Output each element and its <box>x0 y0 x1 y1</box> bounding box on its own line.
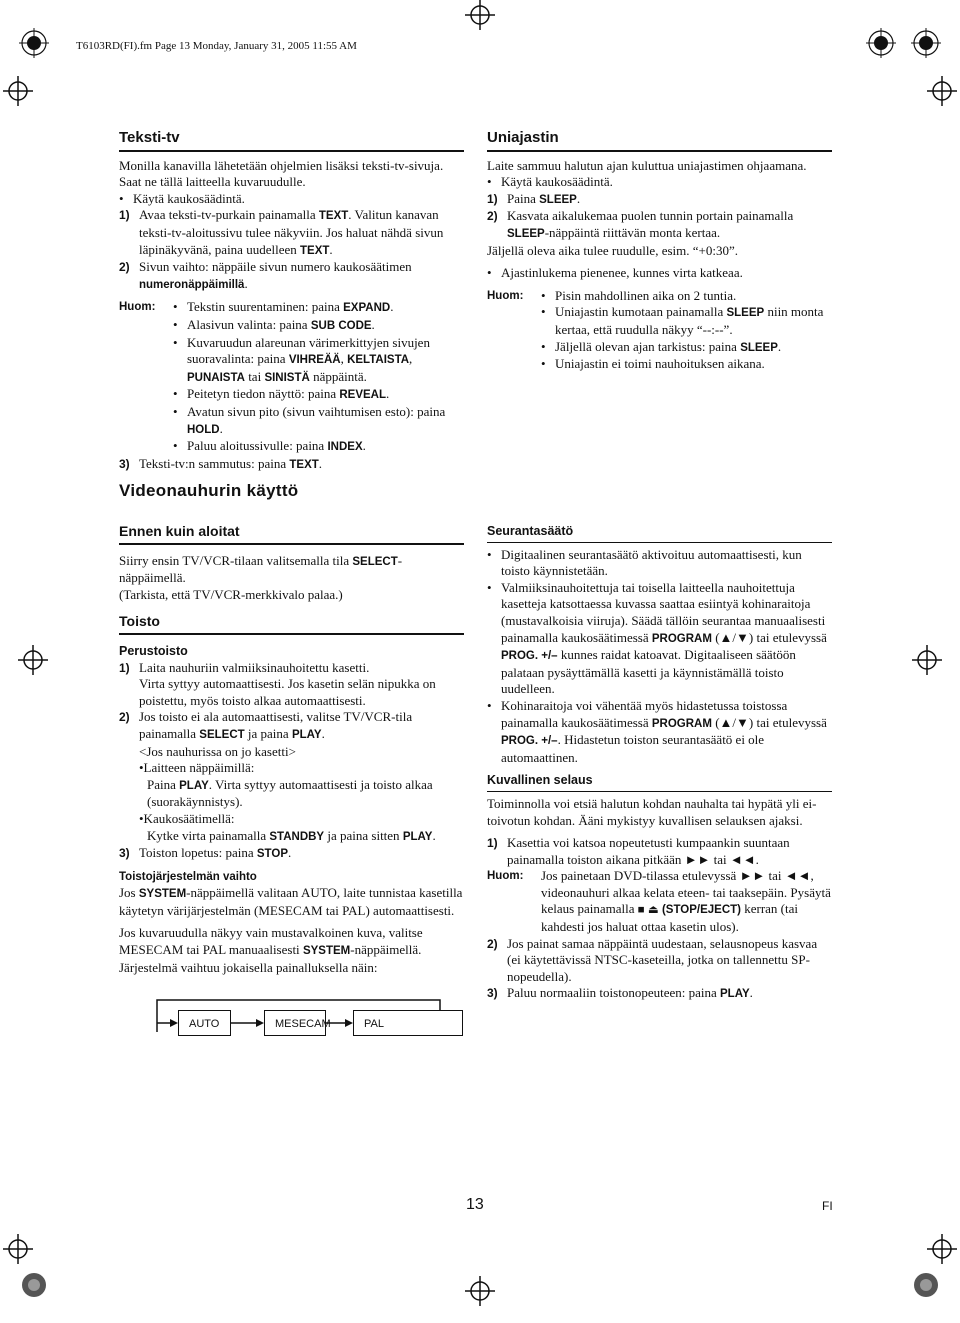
toisto-step-3: 3) Toiston lopetus: paina STOP. <box>119 845 292 861</box>
page-number: 13 <box>466 1196 484 1213</box>
uniajastin-intro: Laite sammuu halutun ajan kuluttua uniajastimen ohjaamana. <box>487 157 807 173</box>
toisto-step-2: 2) Jos toisto ei ala automaattisesti, valitse TV/VCR-tila painamalla SELECT ja paina PLAY. <box>119 709 413 741</box>
teksti-tv-step-2: 2) Sivun vaihto: näppäile sivun numero kaukosäätimen numeronäppäimillä. <box>119 259 412 291</box>
uniajastin-step-2: 2) Kasvata aikalukemaa puolen tunnin portain painamalla SLEEP-näppäintä riittävän monta kertaa. <box>487 208 794 240</box>
teksti-tv-step-3: 3) Teksti-tv:n sammutus: paina TEXT. <box>119 455 323 471</box>
perustoisto-title: Perustoisto <box>119 643 188 658</box>
teksti-tv-bullet: • Käytä kaukosäädintä. <box>119 191 464 208</box>
crosshair-icon <box>465 1276 495 1306</box>
toisto-line: Paina PLAY. Virta syttyy automaattisesti ja toisto alkaa (suorakäynnistys). <box>147 776 433 810</box>
seuranta-bullet: • Valmiiksinauhoitettuja tai toisella laitteella nauhoitettuja kasetteja katsottaessa kuvassa saattaa esiintyä kohinaraitoja (mustavalkoisia viiruja). Säädä tällöin seurantaa manuaalisesti painamalla kaukosäätimessä PROGRAM (▲/▼) tai etulevyssä PROG. +/– kunnes raidat katoavat. Digitaaliseen säätöön palataan pysäyttämällä kasetti ja käynnistämällä toisto uudelleen. <box>487 580 832 698</box>
uniajastin-remaining: Jäljellä oleva aika tulee ruudulle, esim. “+0:30”. <box>487 242 738 258</box>
uniajastin-title: Uniajastin <box>487 130 832 152</box>
uniajastin-bullet: • Käytä kaukosäädintä. <box>487 174 832 191</box>
system-auto-box: AUTO <box>178 1010 231 1036</box>
language-code: FI <box>822 1199 833 1213</box>
registration-mark-icon <box>19 1270 49 1300</box>
crosshair-icon <box>912 645 942 675</box>
uniajastin-section <box>487 130 832 373</box>
toisto-title: Toisto <box>119 613 464 635</box>
seuranta-bullet: • Digitaalinen seurantasäätö aktivoituu automaattisesti, kun toisto käynnistetään. <box>487 547 832 580</box>
file-header: T6103RD(FI).fm Page 13 Monday, January 31, 2005 11:55 AM <box>76 40 357 52</box>
toisto-step-1-detail: Virta syttyy automaattisesti. Jos kasetin selän nipukka on poistettu, myös toisto alkaa automaattisesti. <box>139 676 436 708</box>
vcr-left-column <box>119 523 464 976</box>
system-text-2: Jos kuvaruudulla näkyy vain mustavalkoinen kuva, valitse MESECAM tai PAL manuaalisesti SYSTEM-näppäimellä. Järjestelmä vaihtuu jokaisella painalluksella näin: <box>119 925 423 975</box>
toisto-line: Kytke virta painamalla STANDBY ja paina sitten PLAY. <box>147 827 436 843</box>
system-pal-box: PAL <box>353 1010 463 1036</box>
kelaus-intro: Toiminnolla voi etsiä halutun kohdan nauhalta tai hypätä yli ei-toivotun kohdan. Ääni mykistyy kuvallisen selauksen ajaksi. <box>487 795 817 828</box>
kelaus-step-3: 3) Paluu normaaliin toistonopeuteen: paina PLAY. <box>487 985 753 1001</box>
seuranta-title: Seurantasäätö <box>487 523 832 543</box>
crosshair-icon <box>927 76 957 106</box>
toisto-step-1: 1) Laita nauhuriin valmiiksinauhoitettu kasetti. <box>119 659 370 675</box>
crosshair-icon <box>18 645 48 675</box>
toisto-line: •Laitteen näppäimillä: <box>139 760 255 776</box>
system-mesecam-box: MESECAM <box>264 1010 326 1036</box>
teksti-tv-step-1: 1) Avaa teksti-tv-purkain painamalla TEXT. Valitun kanavan teksti-tv-aloitussivu tulee näkyviin. Jos haluat nähdä sivun läpinäkyvänä, paina uudelleen TEXT. <box>119 207 444 257</box>
uniajastin-notes: Huom: • Pisin mahdollinen aika on 2 tuntia. • Uniajastin kumotaan painamalla SLEEP niin monta kertaa, että ruudulla näkyy “--:--”. • Jäljellä olevan ajan tarkistus: paina SLEEP. • Uniajastin ei toimi nauhoituksen aikana. <box>487 288 832 373</box>
crosshair-icon <box>465 0 495 30</box>
registration-mark-icon <box>866 28 896 58</box>
kelaus-note: Huom: Jos painetaan DVD-tilassa etulevyssä ►► tai ◄◄, videonauhuri alkaa kelata eteen- tai taaksepäin. Pysäytä kelaus painamalla ■ ⏏ (STOP/EJECT) kerran (tai kahdesti jos haluat ottaa kasetin ulos). <box>487 868 831 935</box>
teksti-tv-intro-1: Monilla kanavilla lähetetään ohjelmien lisäksi teksti-tv-sivuja. <box>119 157 444 173</box>
crosshair-icon <box>3 76 33 106</box>
ennen-text: Siirry ensin TV/VCR-tilaan valitsemalla tila SELECT-näppäimellä. <box>119 552 403 586</box>
crosshair-icon <box>927 1234 957 1264</box>
vcr-right-column <box>487 523 832 1003</box>
teksti-tv-title: Teksti-tv <box>119 130 464 152</box>
uniajastin-step-1: 1) Paina SLEEP. <box>487 190 581 206</box>
teksti-tv-section <box>119 130 464 473</box>
kelaus-step-2: 2) Jos painat samaa näppäintä uudestaan, selausnopeus kasvaa (ei käytettävissä NTSC-kaseteilla, jotka on tallennettu SP-nopeudella). <box>487 935 818 984</box>
teksti-tv-notes: Huom: • Tekstin suurentaminen: paina EXPAND. • Alasivun valinta: paina SUB CODE. • Kuvaruudun alareunan värimerkittyjen sivujen suoravalinta: paina VIHREÄÄ, KELTAISTA, PUNAISTA tai SINISTÄ näppäintä. • Peitetyn tiedon näyttö: paina REVEAL. • Avatun sivun pito (sivun vaihtumisen esto): paina HOLD. • Paluu aloitussivulle: paina INDEX. <box>119 299 464 455</box>
toisto-line: <Jos nauhurissa on jo kasetti> <box>139 743 296 759</box>
system-text-1: Jos SYSTEM-näppäimellä valitaan AUTO, laite tunnistaa kasetilla käytetyn värijärjestelmän (MESECAM tai PAL) automaattisesti. <box>119 885 463 918</box>
ennen-text-2: (Tarkista, että TV/VCR-merkkivalo palaa.) <box>119 586 343 602</box>
registration-mark-icon <box>911 1270 941 1300</box>
ennen-title: Ennen kuin aloitat <box>119 523 464 545</box>
system-title: Toistojärjestelmän vaihto <box>119 870 257 883</box>
crosshair-icon <box>3 1234 33 1264</box>
toisto-line: •Kaukosäätimellä: <box>139 810 235 826</box>
kelaus-step-1: 1) Kasettia voi katsoa nopeutetusti kumpaankin suuntaan painamalla toiston aikana pitkään ►► tai ◄◄. <box>487 835 790 867</box>
registration-mark-icon <box>911 28 941 58</box>
uniajastin-bullet-2: • Ajastinlukema pienenee, kunnes virta katkeaa. <box>487 265 832 282</box>
teksti-tv-intro-2: Saat ne tällä laitteella kuvaruudulle. <box>119 174 306 190</box>
seuranta-bullet: • Kohinaraitoja voi vähentää myös hidastetussa toistossa painamalla kaukosäätimessä PROGRAM (▲/▼) tai etulevyssä PROG. +/–. Hidastetun toiston seurantasäätö ei ole automaattinen. <box>487 698 832 766</box>
registration-mark-icon <box>19 28 49 58</box>
section-title: Videonauhurin käyttö <box>119 481 299 500</box>
kelaus-title: Kuvallinen selaus <box>487 772 832 792</box>
